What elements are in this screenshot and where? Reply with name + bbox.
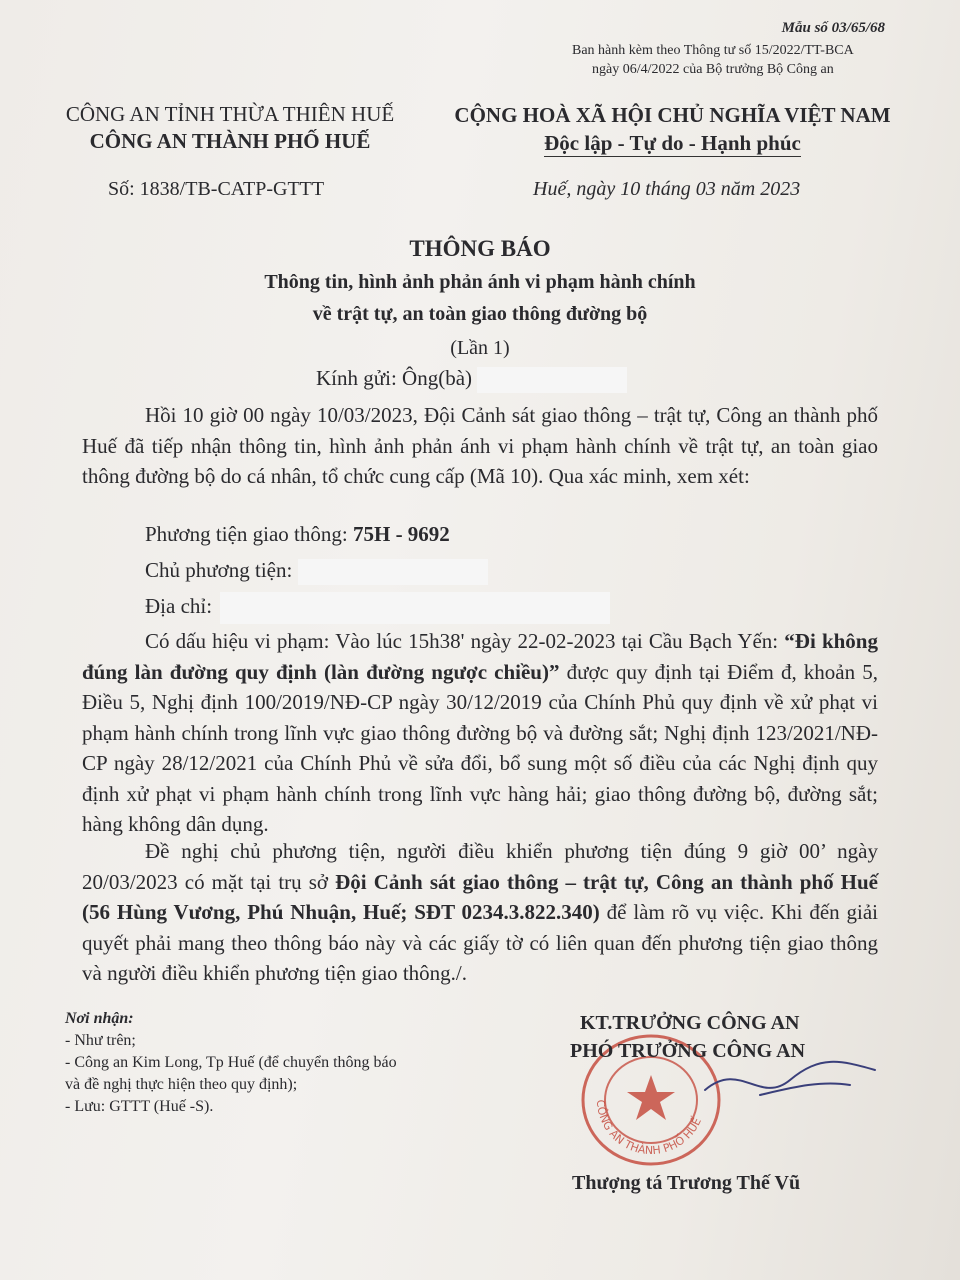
violation-name: “Đi không đúng làn đường quy định (làn đường ngược chiều)” bbox=[82, 629, 878, 684]
handwritten-signature bbox=[700, 1050, 880, 1110]
recipients-item: - Lưu: GTTT (Huế -S). bbox=[65, 1098, 214, 1115]
recipient-line bbox=[316, 366, 627, 393]
agency-name: CÔNG AN THÀNH PHỐ HUẾ bbox=[89, 129, 371, 153]
redacted-address bbox=[220, 592, 610, 624]
form-reference-line1: Ban hành kèm theo Thông tư số 15/2022/TT-BCA bbox=[572, 43, 854, 58]
national-motto: Độc lập - Tự do - Hạnh phúc bbox=[544, 131, 801, 155]
document-date: Huế, ngày 10 tháng 03 năm 2023 bbox=[533, 178, 801, 200]
vehicle-plate: 75H - 9692 bbox=[352, 522, 450, 546]
recipients-item: và đề nghị thực hiện theo quy định); bbox=[65, 1076, 298, 1093]
violation-paragraph bbox=[82, 626, 878, 840]
intro-paragraph: Hồi 10 giờ 00 ngày 10/03/2023, Đội Cảnh sát giao thông – trật tự, Công an thành phố Huế đã tiếp nhận thông tin, hình ảnh phản ánh vi phạm hành chính về trật tự, an toàn giao thông đường bộ do cá nhân, tổ chức cung cấp (Mã 10). Qua xác minh, xem xét: bbox=[82, 403, 878, 488]
redacted-owner bbox=[298, 559, 488, 585]
document-number: Số: 1838/TB-CATP-GTTT bbox=[108, 178, 325, 200]
subtitle-line1: Thông tin, hình ảnh phản ánh vi phạm hành chính bbox=[264, 271, 696, 293]
owner-label: Chủ phương tiện: bbox=[145, 558, 293, 582]
request-office: Đội Cảnh sát giao thông – trật tự, Công an thành phố Huế (56 Hùng Vương, Phú Nhuận, Huế; SĐT 0234.3.822.340) bbox=[82, 869, 878, 924]
owner-line bbox=[145, 558, 488, 585]
agency-header bbox=[55, 101, 405, 155]
seal-text: CÔNG AN THÀNH PHỐ HUẾ bbox=[593, 1099, 704, 1158]
violation-details: được quy định tại Điểm đ, khoản 5, Điều 5, Nghị định 100/2019/NĐ-CP ngày 30/12/2019 của Chính Phủ quy định về xử phạt vi phạm hành chính trong lĩnh vực giao thông đường bộ và đường sắt; Nghị định 123/2021/NĐ-CP ngày 28/12/2021 của Chính Phủ về sửa đổi, bổ sung một số điều của các Nghị định quy định xử phạt vi phạm hành chính trong lĩnh vực hàng hải; giao thông đường bộ, đường sắt; hàng không dân dụng. bbox=[82, 659, 878, 836]
vehicle-line bbox=[145, 522, 450, 547]
request-details: để làm rõ vụ việc. Khi đến giải quyết phải mang theo thông báo này và các giấy tờ có liên quan đến phương tiện giao thông và người điều khiển phương tiện giao thông./. bbox=[82, 900, 878, 985]
form-reference bbox=[572, 41, 854, 79]
document-subtitle bbox=[0, 266, 960, 330]
address-line bbox=[145, 592, 610, 624]
violation-lead: Có dấu hiệu vi phạm: Vào lúc 15h38' ngày 22-02-2023 tại Cầu Bạch Yến: bbox=[145, 629, 785, 653]
recipients-item: - Như trên; bbox=[65, 1032, 136, 1049]
recipients-block bbox=[65, 1008, 397, 1118]
signature-title-2: PHÓ TRƯỞNG CÔNG AN bbox=[570, 1040, 806, 1062]
agency-parent: CÔNG AN TỈNH THỪA THIÊN HUẾ bbox=[65, 102, 395, 126]
signature-title-1: KT.TRƯỞNG CÔNG AN bbox=[580, 1012, 800, 1034]
address-label: Địa chỉ: bbox=[145, 593, 213, 618]
form-reference-line2: ngày 06/4/2022 của Bộ trưởng Bộ Công an bbox=[592, 62, 834, 77]
recipient-label: Kính gửi: Ông(bà) bbox=[316, 366, 478, 390]
subtitle-line2: về trật tự, an toàn giao thông đường bộ bbox=[312, 303, 648, 325]
form-number: Mẫu số 03/65/68 bbox=[781, 20, 885, 36]
nation-header bbox=[440, 101, 905, 157]
nation-name: CỘNG HOÀ XÃ HỘI CHỦ NGHĨA VIỆT NAM bbox=[454, 103, 891, 127]
signer-name: Thượng tá Trương Thế Vũ bbox=[572, 1172, 801, 1194]
request-lead: Đề nghị chủ phương tiện, người điều khiển phương tiện đúng 9 giờ 00’ ngày 20/03/2023 có mặt tại trụ sở bbox=[82, 839, 878, 894]
recipients-title: Nơi nhận: bbox=[65, 1010, 134, 1027]
request-paragraph bbox=[82, 836, 878, 989]
document-title: THÔNG BÁO bbox=[409, 236, 551, 261]
recipients-item: - Công an Kim Long, Tp Huế (để chuyển thông báo bbox=[65, 1054, 397, 1071]
notice-round: (Lần 1) bbox=[450, 337, 510, 359]
redacted-name bbox=[477, 367, 627, 393]
star-icon bbox=[627, 1075, 675, 1120]
vehicle-label: Phương tiện giao thông: bbox=[145, 522, 353, 546]
